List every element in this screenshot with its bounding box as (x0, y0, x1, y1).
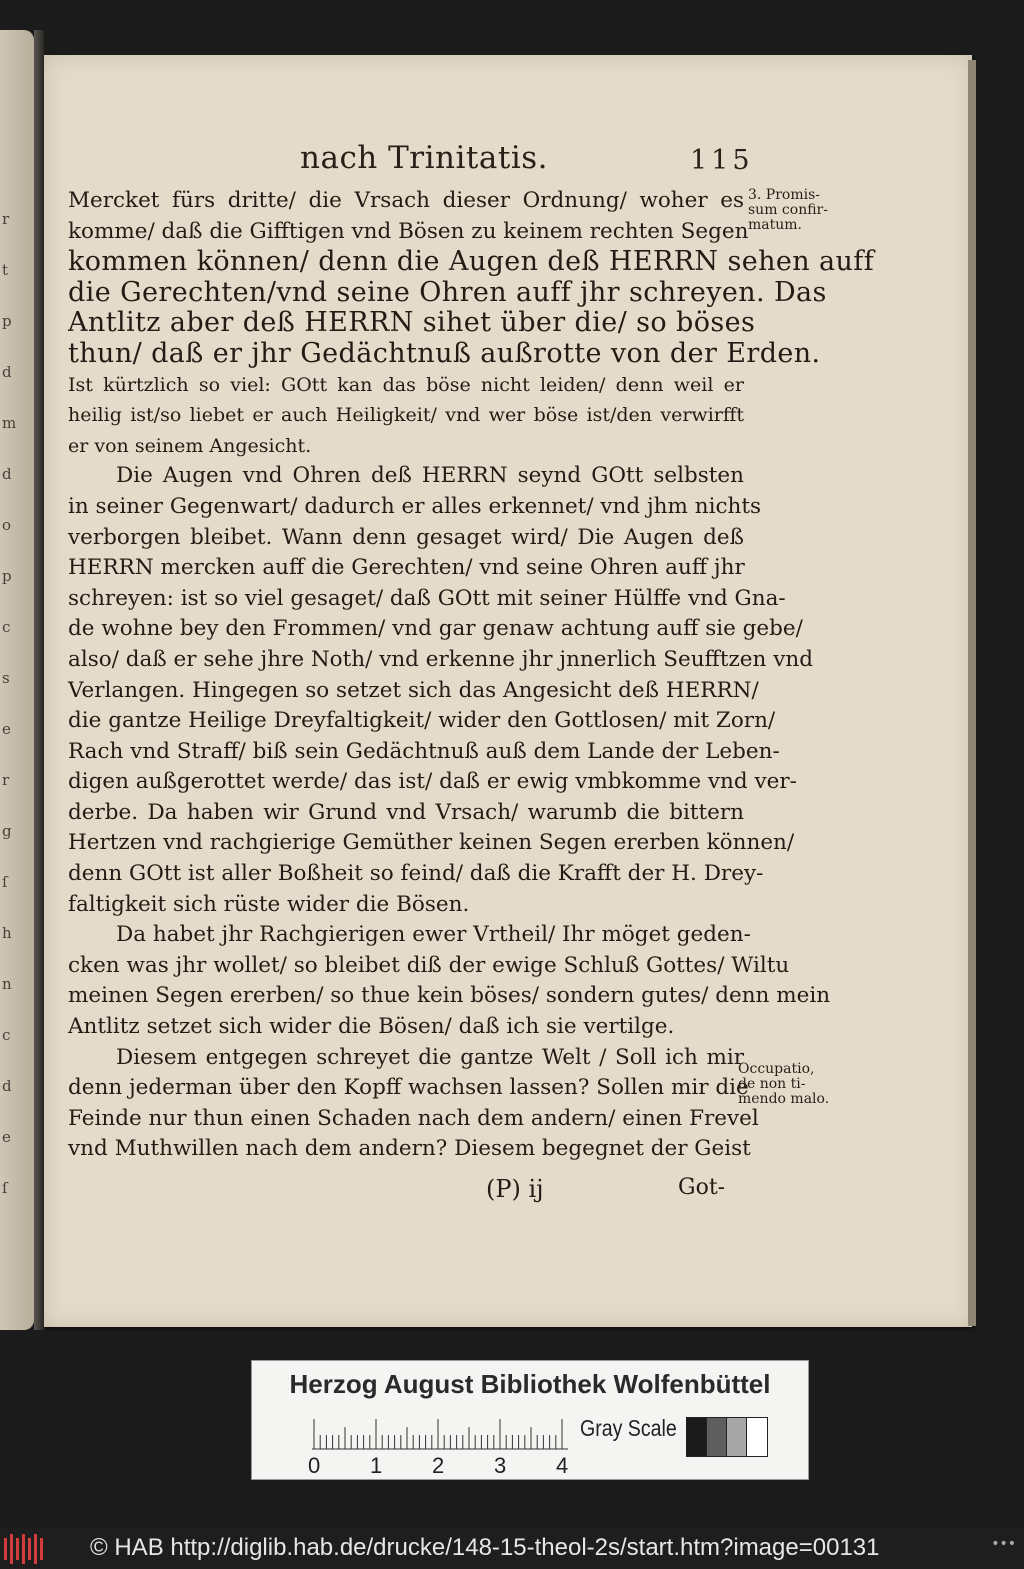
page-number: 115 (690, 145, 754, 176)
left-page-glyph: c (2, 1026, 11, 1044)
ruler-number: 2 (432, 1453, 445, 1478)
left-page-glyph: t (2, 261, 9, 279)
text-line: faltigkeit sich rüste wider die Bösen. (68, 891, 470, 917)
text-line: Die Augen vnd Ohren deß HERRN seynd GOtt selbsten (116, 463, 744, 489)
margin-note-promissum: 3. Promis-sum confir-matum. (748, 187, 828, 233)
left-page-glyph: r (2, 771, 10, 789)
margin-note-occupatio: Occupatio, de non ti-mendo malo. (738, 1061, 830, 1107)
text-line: Mercket fürs dritte/ die Vrsach dieser Ordnung/ woher es (68, 188, 744, 213)
footer-bar (0, 1528, 1024, 1569)
scale-card (251, 1360, 809, 1480)
more-icon[interactable]: ••• (991, 1536, 1016, 1552)
book-gutter (34, 30, 44, 1330)
text-line: komme/ daß die Gifftigen vnd Bösen zu keinem rechten Segen (68, 218, 749, 244)
text-line: Antlitz setzet sich wider die Bösen/ daß ich sie vertilge. (68, 1014, 675, 1040)
text-line: Verlangen. Hingegen so setzet sich das Angesicht deß HERRN/ (68, 677, 759, 703)
text-line: digen außgerottet werde/ das ist/ daß er ewig vmbkomme vnd ver- (68, 769, 797, 795)
left-page-glyph: m (2, 414, 17, 432)
text-line: die gantze Heilige Dreyfaltigkeit/ wider den Gottlosen/ mit Zorn/ (68, 708, 776, 734)
gray-swatch (746, 1417, 768, 1457)
text-line: er von seinem Angesicht. (68, 434, 312, 457)
text-line: Diesem entgegen schreyet die gantze Welt / Soll ich mir (116, 1044, 744, 1070)
catchword: Got- (678, 1175, 726, 1200)
left-page-glyph: p (2, 312, 12, 330)
text-line: Hertzen vnd rachgierige Gemüther keinen Segen ererben können/ (68, 830, 795, 856)
hab-logo-icon (4, 1534, 48, 1564)
gray-scale-label: Gray Scale (580, 1415, 677, 1441)
text-line: also/ daß er sehe jhre Noth/ vnd erkenne jhr jnnerlich Seufftzen vnd (68, 646, 813, 672)
text-line: derbe. Da haben wir Grund vnd Vrsach/ warumb die bittern (68, 799, 744, 825)
text-line: denn jederman über den Kopff wachsen lassen? Sollen mir die (68, 1075, 749, 1101)
left-page-glyph: o (2, 516, 12, 534)
left-page-glyph: c (2, 618, 11, 636)
left-page-glyph: d (2, 363, 12, 381)
left-page-glyph: ſ (2, 1179, 8, 1197)
gray-swatch (726, 1417, 748, 1457)
left-page-glyph: g (2, 822, 12, 840)
ruler-scale (310, 1411, 570, 1451)
text-line: Ist kürtzlich so viel: GOtt kan das böse nicht leiden/ denn weil er (68, 373, 744, 396)
text-line: thun/ daß er jhr Gedächtnuß außrotte von der Erden. (68, 337, 821, 369)
ruler-number: 0 (308, 1453, 321, 1478)
left-page-glyph: ſ (2, 873, 8, 891)
ruler-number: 4 (556, 1453, 569, 1478)
text-line: Antlitz aber deß HERRN sihet über die/ so böses (68, 307, 756, 339)
text-line: verborgen bleibet. Wann denn gesaget wird/ Die Augen deß (68, 524, 744, 550)
left-page-glyph: r (2, 210, 10, 228)
ruler-number: 3 (494, 1453, 507, 1478)
text-line: die Gerechten/vnd seine Ohren auff jhr schreyen. Das (68, 276, 827, 308)
library-title: Herzog August Bibliothek Wolfenbüttel (289, 1369, 771, 1399)
text-line: HERRN mercken auff die Gerechten/ vnd seine Ohren auff jhr (68, 555, 745, 581)
text-line: heilig ist/so liebet er auch Heiligkeit/ vnd wer böse ist/den verwirfft (68, 404, 744, 427)
gray-swatch (706, 1417, 728, 1457)
text-line: Da habet jhr Rachgierigen ewer Vrtheil/ Ihr möget geden- (116, 922, 751, 948)
left-page-fragment (0, 30, 34, 1330)
left-page-glyph: n (2, 975, 12, 993)
page-edge (968, 60, 976, 1326)
text-line: kommen können/ denn die Augen deß HERRN sehen auff (68, 246, 875, 278)
text-line: meinen Segen ererben/ so thue kein böses/ sondern gutes/ denn mein (68, 983, 831, 1009)
left-page-glyph: s (2, 669, 10, 687)
left-page-glyph: d (2, 465, 12, 483)
text-line: Rach vnd Straff/ biß sein Gedächtnuß auß dem Lande der Leben- (68, 738, 780, 764)
text-line: schreyen: ist so viel gesaget/ daß GOtt mit seiner Hülffe vnd Gna- (68, 585, 786, 611)
gray-swatch (686, 1417, 708, 1457)
left-page-glyph: h (2, 924, 12, 942)
ruler-number: 1 (370, 1453, 383, 1478)
text-line: Feinde nur thun einen Schaden nach dem andern/ einen Frevel (68, 1105, 759, 1131)
text-line: denn GOtt ist aller Boßheit so feind/ daß die Krafft der H. Drey- (68, 861, 764, 887)
signature-mark: (P) ij (486, 1175, 544, 1203)
left-page-glyph: e (2, 1128, 11, 1146)
left-page-glyph: d (2, 1077, 12, 1095)
left-page-glyph: e (2, 720, 11, 738)
text-line: in seiner Gegenwart/ dadurch er alles erkennet/ vnd jhm nichts (68, 493, 762, 519)
running-head: nach Trinitatis. (300, 140, 548, 176)
text-line: de wohne bey den Frommen/ vnd gar genaw achtung auff sie gebe/ (68, 616, 803, 642)
copyright-url[interactable]: © HAB http://diglib.hab.de/drucke/148-15-theol-2s/start.htm?image=00131 (90, 1534, 880, 1561)
left-page-glyph: p (2, 567, 12, 585)
text-line: vnd Muthwillen nach dem andern? Diesem begegnet der Geist (68, 1136, 751, 1162)
text-line: cken was jhr wollet/ so bleibet diß der ewige Schluß Gottes/ Wiltu (68, 952, 790, 978)
